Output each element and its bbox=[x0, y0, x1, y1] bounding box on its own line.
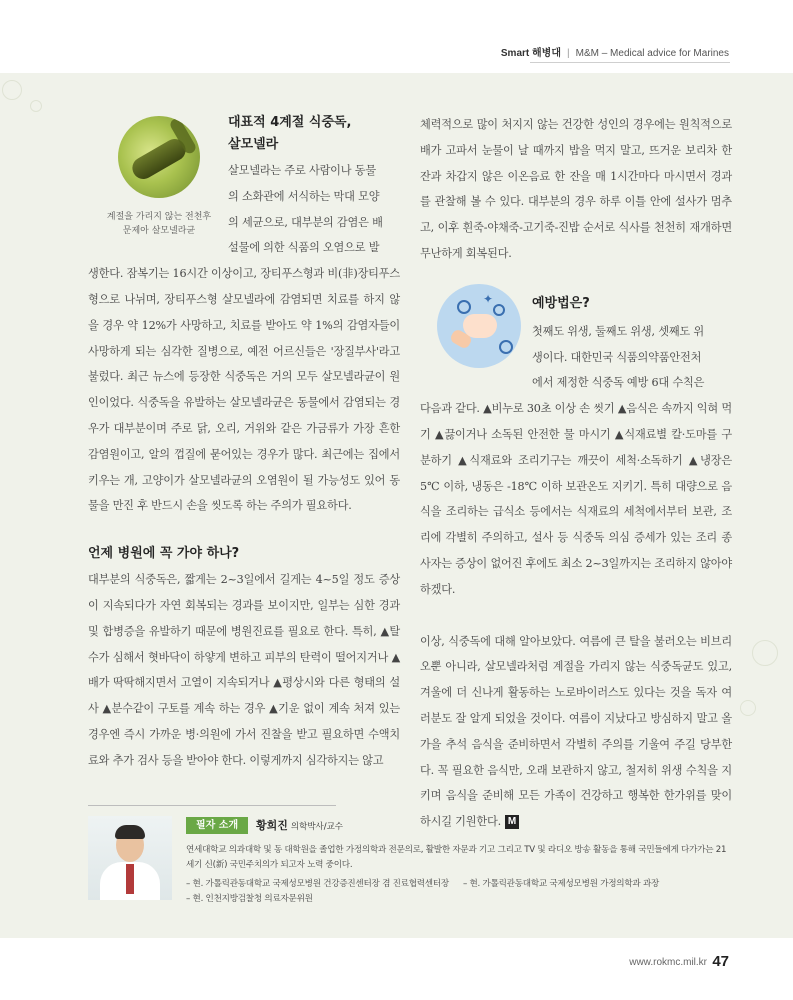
caption-line: 문제아 살모넬라균 bbox=[122, 226, 196, 236]
section1-title-line1: 대표적 4계절 식중독, bbox=[228, 115, 352, 130]
author-career bbox=[186, 877, 731, 907]
author-bio: 연세대학교 의과대학 및 동 대학원을 졸업한 가정의학과 전문의로, 활발한 자문과 기고 그리고 TV 및 라디오 방송 활동을 통해 국민들에게 다가가는 21세기 신(新) 국민주치의가 되고자 노력 중이다. bbox=[186, 845, 727, 870]
section1-narrow-line: 설물에 의한 식품의 오염으로 발 bbox=[228, 241, 380, 255]
molecule-decoration bbox=[740, 700, 756, 716]
section3-title: 예방법은? bbox=[532, 295, 590, 311]
header-section: Smart 해병대 bbox=[500, 48, 561, 59]
author-label: 필자 소개 bbox=[186, 817, 248, 834]
section1-narrow-line: 의 세균으로, 대부분의 감염은 배 bbox=[228, 215, 383, 229]
header-subtitle: M&M – Medical advice for Marines bbox=[575, 48, 729, 59]
section3-narrow-line: 첫째도 위생, 둘째도 위생, 셋째도 위 bbox=[532, 324, 704, 338]
career-row bbox=[186, 892, 731, 907]
page-header bbox=[501, 44, 729, 59]
molecule-decoration bbox=[30, 100, 42, 112]
footer-url[interactable]: www.rokmc.mil.kr bbox=[629, 957, 707, 968]
header-separator: | bbox=[567, 48, 570, 59]
section1-body: 생한다. 잠복기는 16시간 이상이고, 장티푸스형과 비(非)장티푸스형으로 나뉘며, 장티푸스형 살모넬라에 감염되면 치료를 하지 않을 경우 약 12%가 사망하고, 치료를 받아도 약 1%의 감염자들이 사망하게 되는 심각한 질병으로, 예전 어르신들은 '장질부사'라고 불렀다. 최근 뉴스에 등장한 식중독은 거의 모두 살모넬라균이 원인이었다. 식중독을 유발하는 살모넬라균은 동물에서 감염되는 경우가 대부분이며 주로 닭, 오리, 거위와 같은 가금류가 가장 흔한 감염원이고, 알의 껍질에 묻어있는 경우가 많다. 최근에는 집에서 키우는 개, 고양이가 살모넬라균의 오염원이 될 가능성도 있어 동물을 만진 후 반드시 손을 씻도록 하는 주의가 필요하다. bbox=[88, 267, 400, 513]
career-item: – 현. 인천지방검찰청 의료자문위원 bbox=[186, 894, 313, 904]
career-item: – 현. 가톨릭관동대학교 국제성모병원 가정의학과 과장 bbox=[462, 879, 660, 889]
author-divider bbox=[88, 805, 336, 806]
section1-narrow-line: 살모넬라는 주로 사람이나 동물 bbox=[228, 164, 376, 177]
page-number: 47 bbox=[712, 953, 729, 970]
end-mark-icon: M bbox=[505, 815, 519, 829]
closing-text: 이상, 식중독에 대해 알아보았다. 여름에 큰 탈을 불러오는 비브리오뿐 아니라, 살모넬라처럼 계절을 가리지 않는 식중독균도 있고, 겨울에 더 신나게 활동하는 노로바이러스도 있다는 것을 독자 여러분도 잘 알게 되었을 것이다. 여름이 지났다고 방심하지 말고 올 가을 추석 음식을 준비하면서 각별히 주의를 기울여 주길 당부한다. 꼭 필요한 음식만, 오래 보관하지 않고, 철저히 위생 수칙을 지키며 음식을 준비해 모든 가족이 건강하고 행복한 한가위를 맞이하시길 기원한다. bbox=[420, 634, 732, 829]
author-title: 의학박사/교수 bbox=[290, 822, 344, 832]
career-row bbox=[186, 877, 731, 892]
author-name-block bbox=[256, 817, 343, 836]
section3-top bbox=[532, 293, 732, 396]
section1-title-line2: 살모넬라 bbox=[228, 137, 279, 152]
author-name: 황희진 bbox=[256, 819, 288, 832]
author-photo bbox=[88, 816, 172, 900]
right-top-body: 체력적으로 많이 처지지 않는 건강한 성인의 경우에는 원칙적으로 배가 고파서 눈물이 날 때까지 밥을 먹지 말고, 뜨거운 보리차 한 잔과 차갑지 않은 이온음료 한 잔을 매 1시간마다 마시면서 경과를 관찰해 볼 수 있다. 대부분의 경우 하루 이틀 안에 설사가 멈추고, 이후 흰죽-야채죽-고기죽-진밥 순서로 식사를 천천히 재개하면 무난하게 회복된다. bbox=[420, 118, 732, 260]
section1-narrow-line: 의 소화관에 서식하는 막대 모양 bbox=[228, 189, 380, 203]
right-column bbox=[420, 112, 732, 835]
molecule-decoration bbox=[2, 80, 22, 100]
section3-body: 다음과 같다. ▲비누로 30초 이상 손 씻기 ▲음식은 속까지 익혀 먹기 ▲끓이거나 소독된 안전한 물 마시기 ▲식재료별 칼·도마를 구분하기 ▲식재료와 조리기구는 깨끗이 세척·소독하기 ▲냉장은 5℃ 이하, 냉동은 -18℃ 이하 보관온도 지키기. 특히 대량으로 음식을 조리하는 급식소 등에서는 식재료의 세척에서부터 보관, 조리에 각별히 주의하고, 설사 등 식중독 의심 증세가 있는 조리 종사자는 증상이 없어진 후에도 최소 2~3일까지는 조리하지 않아야 하겠다. bbox=[420, 402, 732, 596]
section1-top bbox=[228, 112, 400, 261]
header-rule bbox=[530, 62, 730, 63]
section3-narrow-line: 에서 제정한 식중독 예방 6대 수칙은 bbox=[532, 376, 705, 390]
section3-narrow-line: 생이다. 대한민국 식품의약품안전처 bbox=[532, 350, 702, 364]
section2-body: 대부분의 식중독은, 짧게는 2~3일에서 길게는 4~5일 정도 증상이 지속되다가 자연 회복되는 경과를 보이지만, 일부는 심한 경과 및 합병증을 유발하기 때문에 병원진료를 필요로 한다. 특히, ▲탈수가 심해서 혓바닥이 하얗게 변하고 피부의 탄력이 떨어지거나 ▲배가 딱딱해지면서 고열이 지속되거나 ▲평상시와 다른 형태의 설사 ▲분수같이 구토를 계속 하는 경우 ▲기운 없이 계속 처져 있는 경우엔 즉시 가까운 병·의원에 가서 진찰을 받고 필요하면 수액치료와 추가 검사 등을 받아야 한다. 이렇게까지 심각하지는 않고 bbox=[88, 573, 400, 767]
career-item: – 현. 가톨릭관동대학교 국제성모병원 건강증진센터장 겸 진료협력센터장 bbox=[186, 879, 449, 889]
handwashing-icon: ✦ bbox=[437, 284, 521, 368]
closing-body bbox=[420, 629, 732, 835]
left-column bbox=[88, 112, 400, 774]
section2-title: 언제 병원에 꼭 가야 하나? bbox=[88, 546, 240, 562]
molecule-decoration bbox=[752, 640, 778, 666]
caption-line: 계절을 가리지 않는 전천후 bbox=[106, 212, 212, 222]
